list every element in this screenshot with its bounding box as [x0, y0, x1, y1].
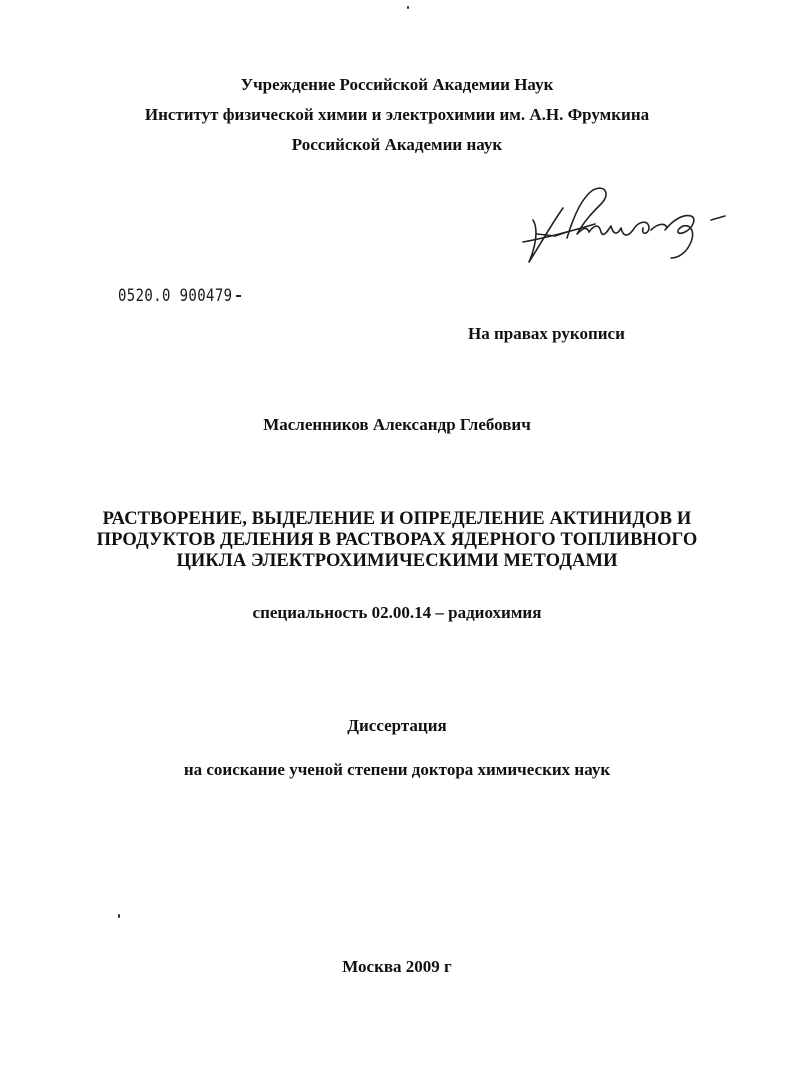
rights-note: На правах рукописи	[468, 324, 625, 343]
place-and-year: Москва 2009 г	[342, 957, 452, 976]
institution-line-2: Институт физической химии и электрохимии им. А.Н. Фрумкина	[144, 105, 650, 124]
scan-speck	[407, 6, 409, 9]
signature-icon	[515, 180, 735, 275]
institution-line-1: Учреждение Российской Академии Наук	[240, 75, 554, 94]
specialty: специальность 02.00.14 – радиохимия	[252, 603, 542, 622]
stamp-dash-mark	[236, 295, 241, 297]
document-type: Диссертация	[347, 716, 447, 735]
degree-statement: на соискание ученой степени доктора химических наук	[183, 760, 611, 779]
dissertation-title-line-2: ПРОДУКТОВ ДЕЛЕНИЯ В РАСТВОРАХ ЯДЕРНОГО ТОПЛИВНОГО	[96, 530, 698, 550]
scan-speck	[118, 914, 120, 918]
archive-stamp-code: 0520.0 900479	[118, 286, 241, 306]
author-name: Масленников Александр Глебович	[263, 415, 531, 434]
dissertation-title-line-3: ЦИКЛА ЭЛЕКТРОХИМИЧЕСКИМИ МЕТОДАМИ	[176, 551, 618, 571]
institution-line-3: Российской Академии наук	[291, 135, 503, 154]
dissertation-title-line-1: РАСТВОРЕНИЕ, ВЫДЕЛЕНИЕ И ОПРЕДЕЛЕНИЕ АКТИНИДОВ И	[102, 509, 692, 529]
